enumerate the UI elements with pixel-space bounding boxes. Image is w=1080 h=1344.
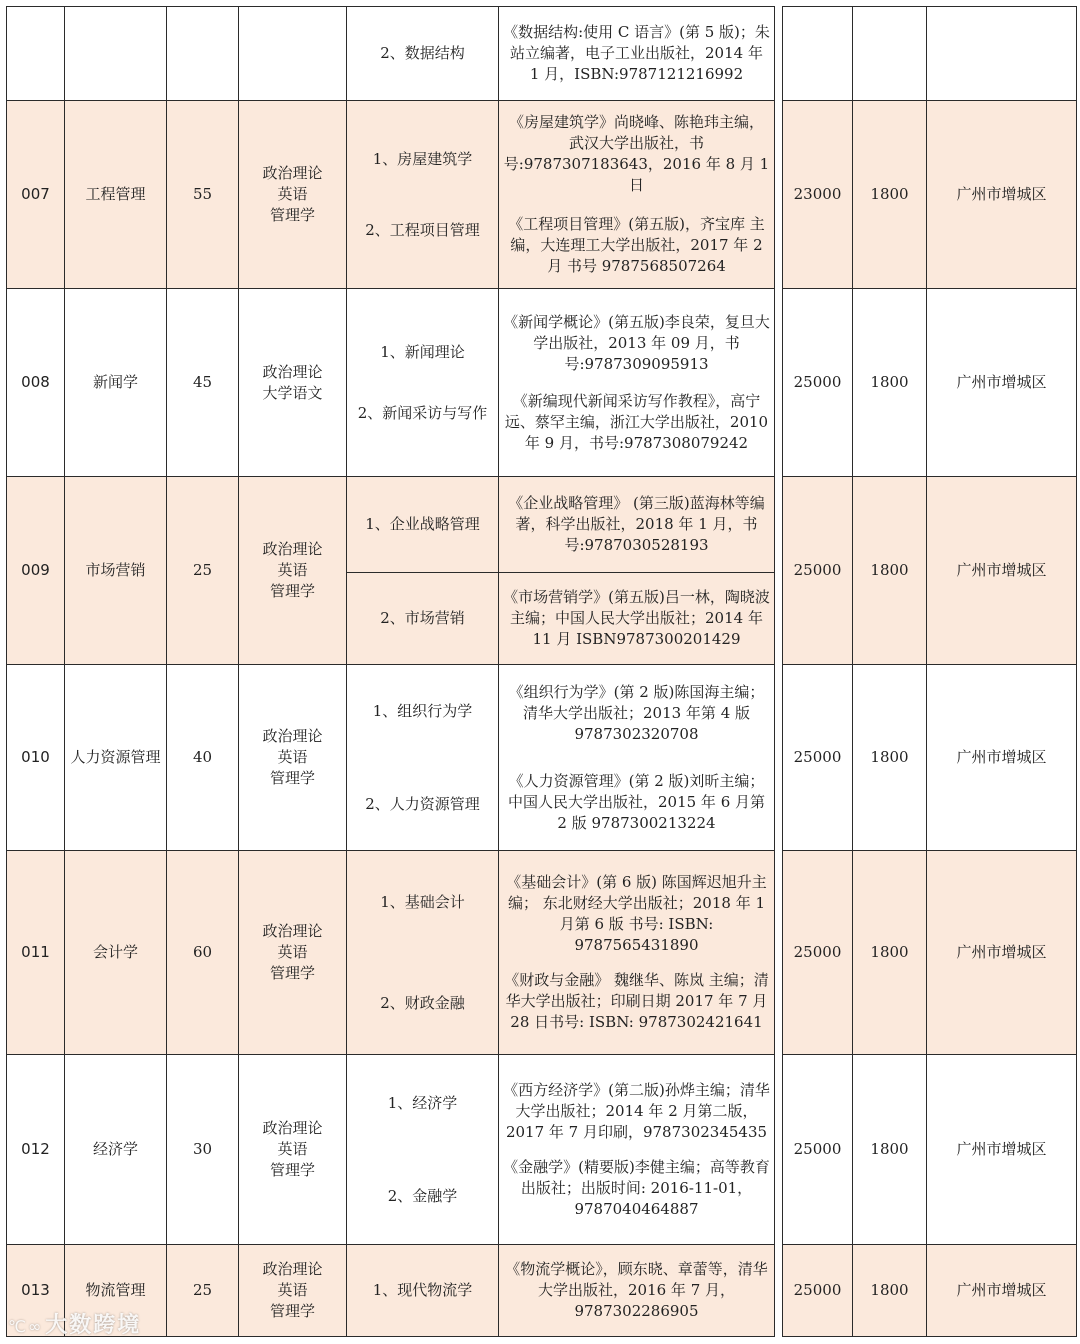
exam-fee-cell: 1800: [853, 851, 927, 1055]
table-row: [7, 665, 1077, 851]
major-cell: 新闻学: [65, 289, 167, 477]
textbook-cell: 《组织行为学》(第 2 版)陈国海主编；清华大学出版社；2013 年第 4 版 9787302320708 《人力资源管理》(第 2 版)刘昕主编；中国人民大学出版社，2015 年 6 月第 2 版 9787300213224: [499, 665, 775, 851]
course-cell: 1、经济学 2、金融学: [347, 1055, 499, 1245]
textbook-cell: 《市场营销学》(第五版)吕一林，陶晓波主编；中国人民大学出版社；2014 年 11 月 ISBN9787300201429: [499, 573, 775, 665]
location-cell: 广州市增城区: [927, 477, 1077, 665]
exam-fee-cell: 1800: [853, 101, 927, 289]
code-cell: [7, 7, 65, 101]
course-cell: 1、企业战略管理: [347, 477, 499, 573]
code-cell: 010: [7, 665, 65, 851]
subjects-cell: [239, 7, 347, 101]
major-cell: 市场营销: [65, 477, 167, 665]
count-cell: 30: [167, 1055, 239, 1245]
textbook-cell: 《物流学概论》，顾东晓、章蕾等，清华大学出版社，2016 年 7 月，9787302286905: [499, 1245, 775, 1337]
table-row: [7, 7, 1077, 101]
subjects-cell: 政治理论 英语 管理学: [239, 851, 347, 1055]
code-cell: 009: [7, 477, 65, 665]
location-cell: [927, 7, 1077, 101]
table-row: [7, 1245, 1077, 1337]
subjects-cell: 政治理论 英语 管理学: [239, 101, 347, 289]
table-row: [7, 1055, 1077, 1245]
tuition-cell: 25000: [783, 665, 853, 851]
tuition-cell: 23000: [783, 101, 853, 289]
exam-fee-cell: [853, 7, 927, 101]
location-cell: 广州市增城区: [927, 665, 1077, 851]
course-cell: 2、数据结构: [347, 7, 499, 101]
course-cell: 1、房屋建筑学 2、工程项目管理: [347, 101, 499, 289]
location-cell: 广州市增城区: [927, 101, 1077, 289]
count-cell: [167, 7, 239, 101]
course-cell: 1、新闻理论 2、新闻采访与写作: [347, 289, 499, 477]
subjects-cell: 政治理论 英语 管理学: [239, 665, 347, 851]
major-cell: 经济学: [65, 1055, 167, 1245]
table-row: [7, 851, 1077, 1055]
major-cell: 会计学: [65, 851, 167, 1055]
tuition-cell: 25000: [783, 1055, 853, 1245]
course-cell: 1、基础会计 2、财政金融: [347, 851, 499, 1055]
major-cell: 工程管理: [65, 101, 167, 289]
watermark: [8, 1308, 141, 1339]
textbook-cell: 《企业战略管理》 (第三版)蓝海林等编著，科学出版社，2018 年 1 月，书号:9787030528193: [499, 477, 775, 573]
course-cell: 1、组织行为学 2、人力资源管理: [347, 665, 499, 851]
tuition-cell: 25000: [783, 851, 853, 1055]
exam-fee-cell: 1800: [853, 289, 927, 477]
watermark-text: 大数跨境: [45, 1313, 142, 1338]
table-row: [7, 101, 1077, 289]
code-cell: 013: [7, 1245, 65, 1337]
subjects-cell: 政治理论 大学语文: [239, 289, 347, 477]
table-row: [7, 289, 1077, 477]
textbook-cell: 《新闻学概论》(第五版)李良荣，复旦大学出版社，2013 年 09 月，书号:9787309095913 《新编现代新闻采访写作教程》，高宁远、蔡罕主编，浙江大学出版社，2010 年 9 月，书号:9787308079242: [499, 289, 775, 477]
subjects-cell: 政治理论 英语 管理学: [239, 1245, 347, 1337]
textbook-cell: 《西方经济学》(第二版)孙烨主编；清华大学出版社；2014 年 2 月第二版，2017 年 7 月印刷，9787302345435 《金融学》(精要版)李健主编；高等教育出版社；出版时间: 2016-11-01，9787040464887: [499, 1055, 775, 1245]
course-cell: 1、现代物流学: [347, 1245, 499, 1337]
exam-fee-cell: 1800: [853, 477, 927, 665]
code-cell: 011: [7, 851, 65, 1055]
count-cell: 25: [167, 477, 239, 665]
admissions-table: [6, 6, 1077, 1337]
location-cell: 广州市增城区: [927, 1055, 1077, 1245]
count-cell: 45: [167, 289, 239, 477]
exam-fee-cell: 1800: [853, 665, 927, 851]
count-cell: 60: [167, 851, 239, 1055]
subjects-cell: 政治理论 英语 管理学: [239, 1055, 347, 1245]
textbook-cell: 《数据结构:使用 C 语言》(第 5 版)；朱站立编著，电子工业出版社，2014 年 1 月，ISBN:9787121216992: [499, 7, 775, 101]
location-cell: 广州市增城区: [927, 289, 1077, 477]
subjects-cell: 政治理论 英语 管理学: [239, 477, 347, 665]
count-cell: 55: [167, 101, 239, 289]
count-cell: 25: [167, 1245, 239, 1337]
tuition-cell: [783, 7, 853, 101]
location-cell: 广州市增城区: [927, 1245, 1077, 1337]
code-cell: 012: [7, 1055, 65, 1245]
code-cell: 008: [7, 289, 65, 477]
code-cell: 007: [7, 101, 65, 289]
table-row: [7, 477, 1077, 573]
textbook-cell: 《基础会计》(第 6 版) 陈国辉迟旭升主编； 东北财经大学出版社；2018 年 1 月第 6 版 书号: ISBN: 9787565431890 《财政与金融》 魏继华、陈岚 主编；清华大学出版社；印刷日期 2017 年 7 月 28 日书号: ISBN: 9787302421641: [499, 851, 775, 1055]
tuition-cell: 25000: [783, 477, 853, 665]
count-cell: 40: [167, 665, 239, 851]
location-cell: 广州市增城区: [927, 851, 1077, 1055]
textbook-cell: 《房屋建筑学》尚晓峰、陈艳玮主编，武汉大学出版社，书号:9787307183643，2016 年 8 月 1 日 《工程项目管理》(第五版)，齐宝库 主编，大连理工大学出版社，2017 年 2 月 书号 9787568507264: [499, 101, 775, 289]
tuition-cell: 25000: [783, 1245, 853, 1337]
watermark-logo-icon: ℃∞: [8, 1317, 44, 1336]
exam-fee-cell: 1800: [853, 1055, 927, 1245]
major-cell: [65, 7, 167, 101]
exam-fee-cell: 1800: [853, 1245, 927, 1337]
tuition-cell: 25000: [783, 289, 853, 477]
major-cell: 物流管理: [65, 1245, 167, 1337]
course-cell: 2、市场营销: [347, 573, 499, 665]
major-cell: 人力资源管理: [65, 665, 167, 851]
